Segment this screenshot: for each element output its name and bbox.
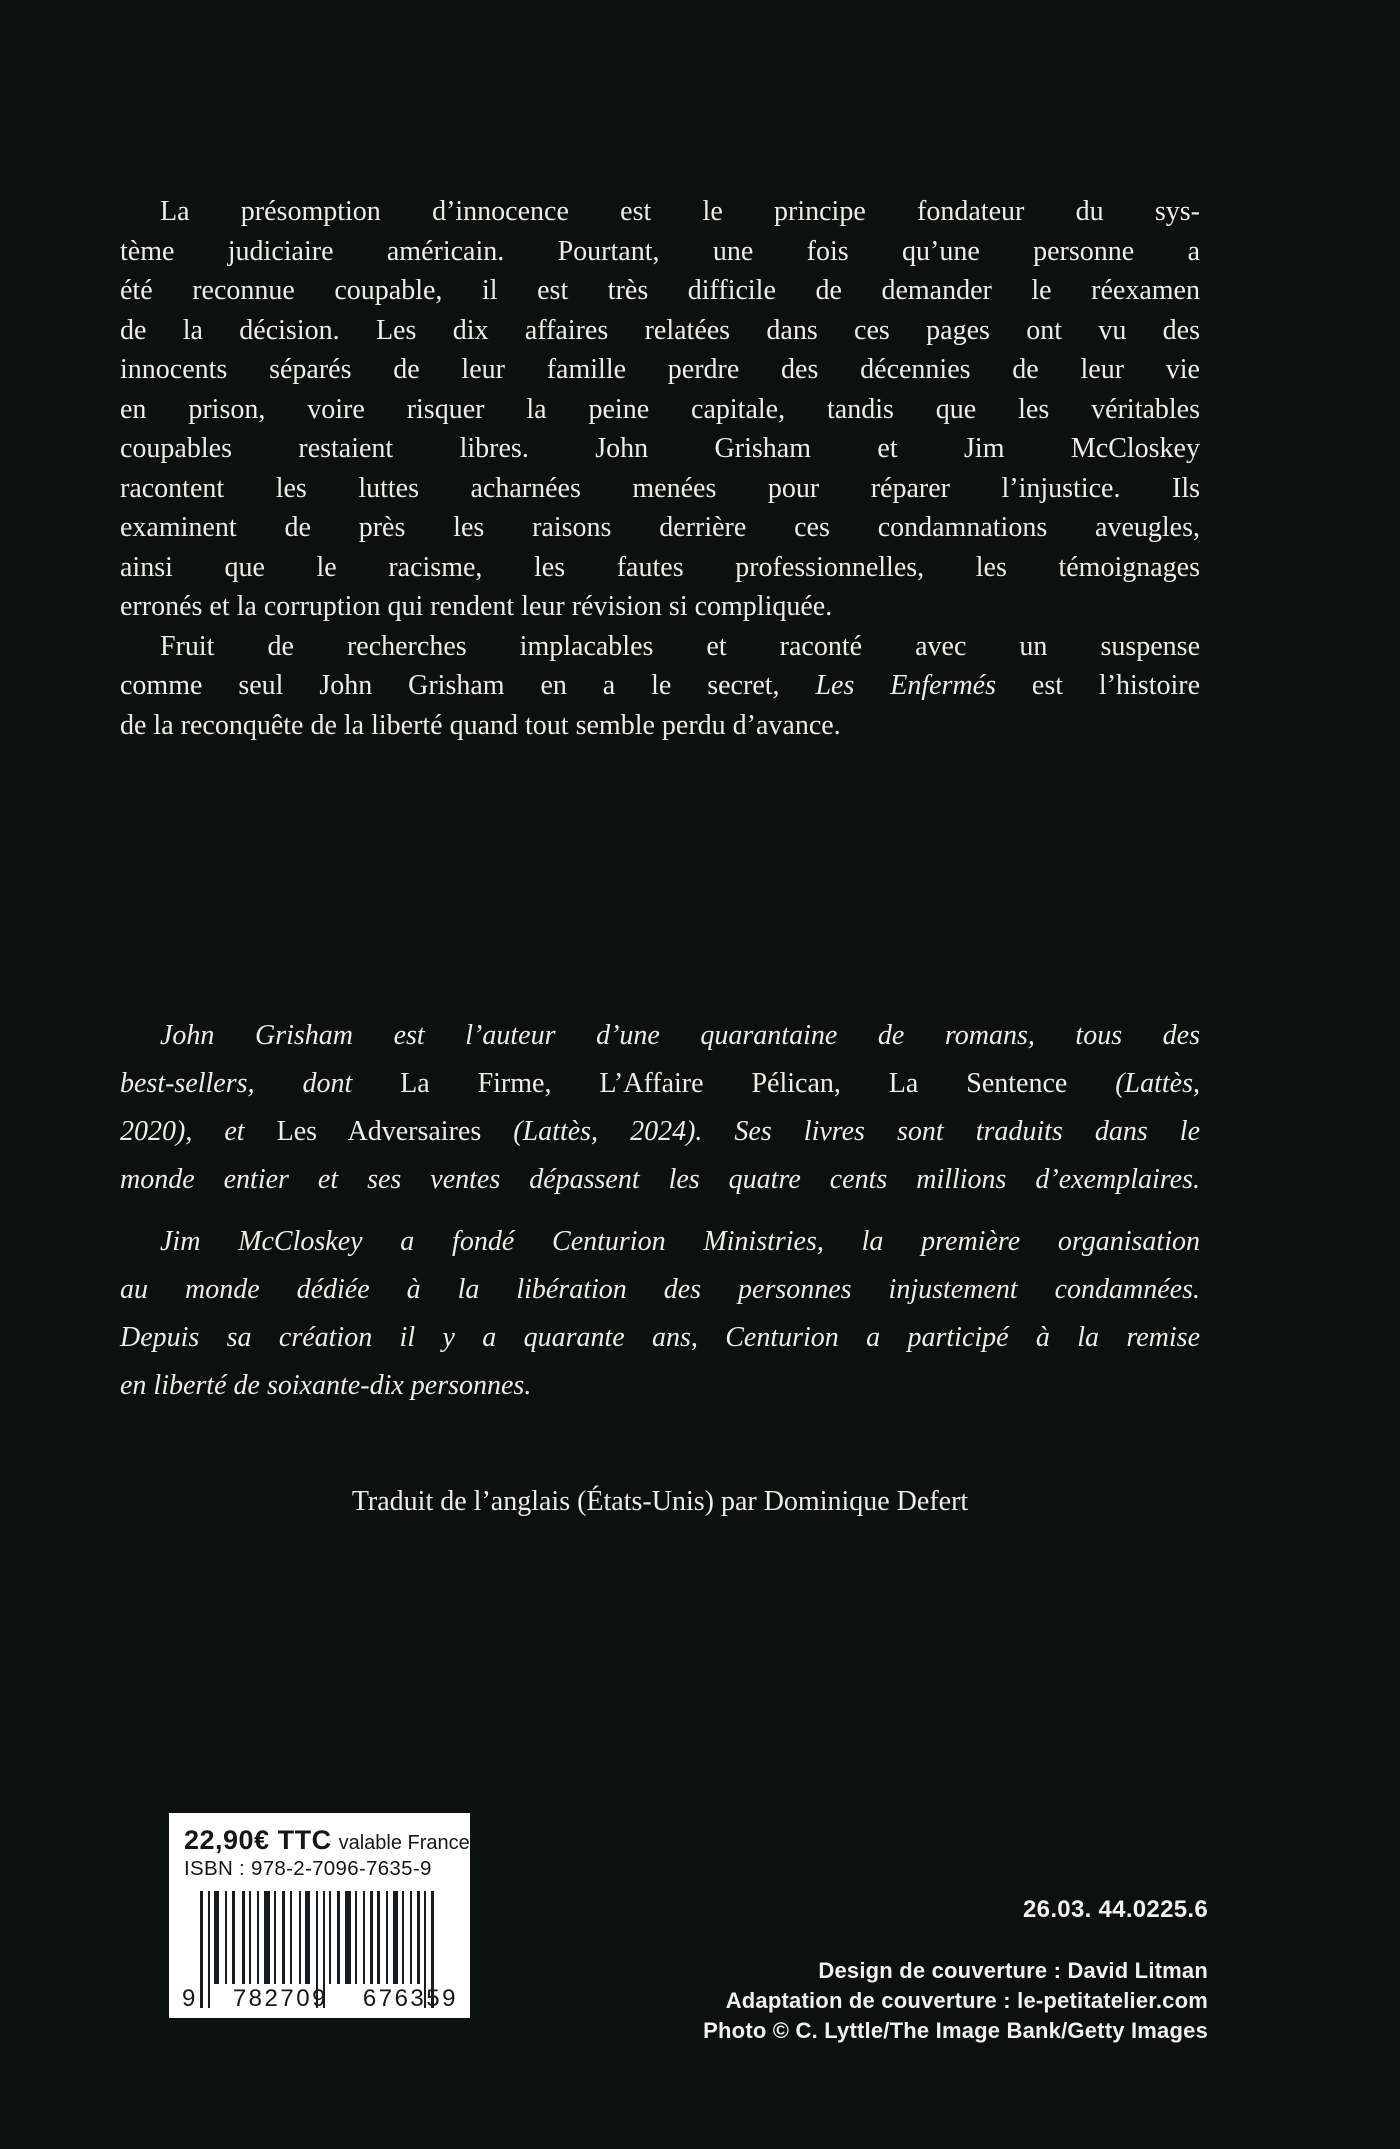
print-code: 26.03. 44.0225.6: [1023, 1896, 1208, 1923]
barcode-bar: [274, 1891, 276, 1984]
text-line: de la décision. Les dix affaires relatées dans ces pages ont vu des: [120, 314, 1200, 346]
cover-credits: [703, 1956, 1208, 2046]
translator-credit: Traduit de l’anglais (États-Unis) par Dominique Defert: [351, 1486, 969, 1517]
barcode-bar: [242, 1891, 245, 1984]
text-line: monde entier et ses ventes dépassent les quatre cents millions d’exemplaires.: [120, 1164, 1200, 1195]
text-line: coupables restaient libres. John Grisham et Jim McCloskey: [120, 433, 1200, 464]
price-validity: valable France: [338, 1832, 470, 1854]
barcode-bar: [264, 1891, 270, 1984]
text-line: examinent de près les raisons derrière ces condamnations aveugles,: [120, 512, 1200, 543]
ean-digit-group: 9: [182, 1985, 198, 2012]
barcode-bar: [299, 1891, 301, 1984]
barcode-bar: [232, 1891, 235, 1984]
text-line: en prison, voire risquer la peine capitale, tandis que les véritables: [120, 393, 1200, 425]
ean-digit-group: 676359: [362, 1985, 458, 2012]
barcode-bar: [225, 1891, 227, 1984]
text-line: ainsi que le racisme, les fautes professionnelles, les témoignages: [120, 551, 1200, 583]
credit-line: Design de couverture : David Litman: [818, 1958, 1208, 1983]
text-line: erronés et la corruption qui rendent leur révision si compliquée.: [120, 591, 833, 622]
barcode-bar: [249, 1891, 251, 1984]
barcode: [182, 1891, 458, 2012]
text-line: best-sellers, dont La Firme, L’Affaire Pélican, La Sentence (Lattès,: [120, 1068, 1200, 1099]
ean-digit-group: 782709: [232, 1985, 328, 2012]
blurb-paragraph: [120, 192, 1200, 745]
barcode-bar: [417, 1891, 420, 1984]
price-value: 22,90€ TTC: [184, 1825, 332, 1855]
credit-line: Photo © C. Lyttle/The Image Bank/Getty Images: [703, 2018, 1208, 2043]
barcode-bar: [337, 1891, 340, 1984]
text-line: de la reconquête de la liberté quand tout semble perdu d’avance.: [120, 709, 841, 741]
text-line: Fruit de recherches implacables et raconté avec un suspense: [160, 630, 1200, 662]
barcode-bar: [370, 1891, 373, 1984]
text-line: 2020), et Les Adversaires (Lattès, 2024). Ses livres sont traduits dans le: [120, 1116, 1200, 1147]
barcode-bar: [410, 1891, 412, 1984]
text-line: La présomption d’innocence est le principe fondateur du sys-: [160, 196, 1200, 227]
text-line: racontent les luttes acharnées menées pour réparer l’injustice. Ils: [120, 472, 1200, 504]
text-line: Jim McCloskey a fondé Centurion Ministries, la première organisation: [160, 1226, 1200, 1257]
price-isbn-box: [169, 1813, 470, 2018]
barcode-bar: [363, 1891, 365, 1984]
barcode-bar: [305, 1891, 310, 1984]
price-line: [184, 1825, 470, 1856]
barcode-bar: [345, 1891, 351, 1984]
text-line: en liberté de soixante-dix personnes.: [120, 1370, 532, 1401]
barcode-bar: [290, 1891, 292, 1984]
barcode-bar: [355, 1891, 357, 1984]
text-line: été reconnue coupable, il est très difficile de demander le réexamen: [120, 275, 1200, 306]
text-line: comme seul John Grisham en a le secret, Les Enfermés est l’histoire: [120, 670, 1201, 701]
barcode-bar: [257, 1891, 259, 1984]
barcode-bar: [386, 1891, 388, 1984]
barcode-bar: [214, 1891, 219, 1984]
barcode-bar: [393, 1891, 398, 1984]
barcode-bar: [377, 1891, 380, 1984]
text-line: innocents séparés de leur famille perdre des décennies de leur vie: [120, 354, 1200, 385]
text-line: John Grisham est l’auteur d’une quarantaine de romans, tous des: [160, 1020, 1200, 1051]
barcode-bar: [282, 1891, 285, 1984]
author-bio-grisham: [120, 1012, 1200, 1204]
author-bio-mccloskey: [120, 1218, 1200, 1410]
credit-line: Adaptation de couverture : le-petitatelier.com: [725, 1988, 1208, 2013]
barcode-bar: [402, 1891, 404, 1984]
text-line: Depuis sa création il y a quarante ans, Centurion a participé à la remise: [120, 1322, 1200, 1353]
text-line: tème judiciaire américain. Pourtant, une fois qu’une personne a: [120, 235, 1200, 267]
isbn-text: ISBN : 978-2-7096-7635-9: [184, 1857, 432, 1880]
barcode-bar: [329, 1891, 331, 1984]
text-line: au monde dédiée à la libération des personnes injustement condamnées.: [120, 1274, 1200, 1305]
ean-digits: [182, 1985, 458, 2013]
